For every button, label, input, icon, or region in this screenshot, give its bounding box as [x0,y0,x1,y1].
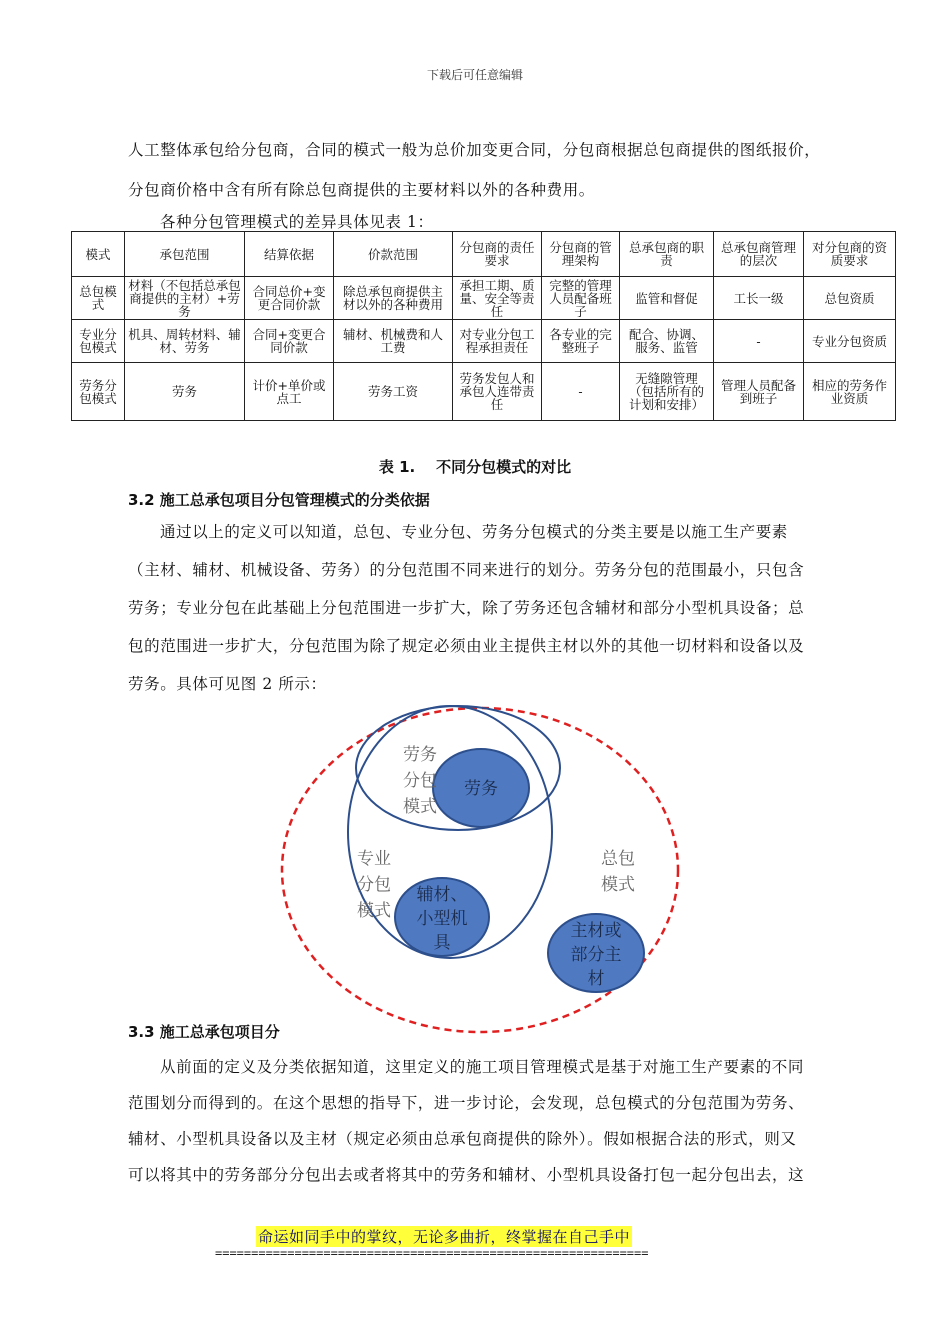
specialty-mode-label: 分包 [357,875,391,895]
specialty-mode-label: 专业 [357,849,391,869]
table-header-cell: 模式 [72,232,125,277]
table-cell: 除总承包商提供主材以外的各种费用 [334,277,453,320]
table-cell: 机具、周转材料、辅材、劳务 [125,320,245,363]
table-header-cell: 承包范围 [125,232,245,277]
page-header: 下载后可任意编辑 [426,68,523,82]
main-material-label: 部分主 [570,945,622,965]
table-cell: - [542,363,620,421]
section-3-3-title: 3.3 施工总承包项目分 [128,1023,280,1041]
general-mode-label: 模式 [601,875,635,895]
table-cell: 总包资质 [804,277,896,320]
section-3-3-line: 范围划分而得到的。在这个思想的指导下，进一步讨论，会发现，总包模式的分包范围为劳务、 [128,1094,805,1112]
table-header-cell: 总承包商管理的层次 [714,232,804,277]
table-header-cell: 分包商的管理架构 [542,232,620,277]
aux-label: 小型机 [416,909,468,929]
aux-label: 具 [433,933,451,953]
section-3-2-line: 劳务；专业分包在此基础上分包范围进一步扩大，除了劳务还包含辅材和部分小型机具设备；总 [128,599,805,617]
footer-rule: ============================================================ [215,1246,649,1260]
subcontract-scope-diagram [270,700,690,1040]
labor-mode-label: 劳务 [403,745,437,765]
intro-paragraph [128,138,848,218]
table-cell: 专业分包模式 [72,320,125,363]
table-row [72,277,896,320]
table-cell: 劳务发包人和承包人连带责任 [453,363,542,421]
labor-mode-label: 分包 [403,771,437,791]
table-caption [0,456,950,477]
table-intro-text: 各种分包管理模式的差异具体见表 1： [160,213,434,231]
caption-title: 不同分包模式的对比 [436,458,572,476]
table-header-row [72,232,896,277]
table-cell: - [714,320,804,363]
table-cell: 辅材、机械费和人工费 [334,320,453,363]
table-header-cell: 结算依据 [245,232,334,277]
section-3-2-title: 3.2 施工总承包项目分包管理模式的分类依据 [128,491,430,509]
table-cell: 材料（不包括总承包商提供的主材）+劳务 [125,277,245,320]
section-3-2-line: 通过以上的定义可以知道，总包、专业分包、劳务分包模式的分类主要是以施工生产要素 [160,523,788,541]
table-row [72,320,896,363]
labor-mode-label: 模式 [403,797,437,817]
aux-label: 辅材、 [416,885,468,905]
intro-line-2: 分包商价格中含有所有除总包商提供的主要材料以外的各种费用。 [128,181,595,199]
table-cell: 合同+变更合同价款 [245,320,334,363]
table-cell: 专业分包资质 [804,320,896,363]
intro-line-1: 人工整体承包给分包商，合同的模式一般为总价加变更合同，分包商根据总包商提供的图纸报价， [128,141,821,159]
table-cell: 无缝隙管理（包括所有的计划和安排） [620,363,714,421]
table-cell: 对专业分包工程承担责任 [453,320,542,363]
table-row [72,363,896,421]
table-header-cell: 分包商的责任要求 [453,232,542,277]
table-header-cell: 价款范围 [334,232,453,277]
table-cell: 劳务分包模式 [72,363,125,421]
table-cell: 总包模式 [72,277,125,320]
table-cell: 管理人员配备到班子 [714,363,804,421]
general-mode-label: 总包 [601,849,635,869]
table-cell: 完整的管理人员配备班子 [542,277,620,320]
table-cell: 相应的劳务作业资质 [804,363,896,421]
table-cell: 配合、协调、服务、监管 [620,320,714,363]
section-3-3-line: 可以将其中的劳务部分分包出去或者将其中的劳务和辅材、小型机具设备打包一起分包出去，这 [128,1166,805,1184]
comparison-table [71,231,896,421]
table-header-cell: 对分包商的资质要求 [804,232,896,277]
table-cell: 劳务工资 [334,363,453,421]
footer-motto: 命运如同手中的掌纹，无论多曲折，终掌握在自己手中 [258,1228,631,1246]
caption-number: 表 1. [378,458,416,476]
labor-label: 劳务 [464,779,498,799]
section-3-2-body [128,520,848,700]
table-cell: 劳务 [125,363,245,421]
table-cell: 各专业的完整班子 [542,320,620,363]
section-3-2-line: （主材、辅材、机械设备、劳务）的分包范围不同来进行的划分。劳务分包的范围最小，只包含 [128,561,805,579]
main-material-label: 主材或 [570,921,622,941]
specialty-mode-label: 模式 [357,901,391,921]
section-3-3-body [128,1055,848,1205]
main-material-label: 材 [587,969,605,989]
section-3-3-line: 从前面的定义及分类依据知道，这里定义的施工项目管理模式是基于对施工生产要素的不同 [160,1058,805,1076]
table-header-cell: 总承包商的职责 [620,232,714,277]
section-3-2-line: 劳务。具体可见图 2 所示： [128,675,327,693]
table-cell: 工长一级 [714,277,804,320]
table-cell: 监管和督促 [620,277,714,320]
section-3-3-line: 辅材、小型机具设备以及主材（规定必须由总承包商提供的除外）。假如根据合法的形式，则又 [128,1130,797,1148]
table-cell: 计价+单价或点工 [245,363,334,421]
section-3-2-line: 包的范围进一步扩大，分包范围为除了规定必须由业主提供主材以外的其他一切材料和设备以及 [128,637,805,655]
table-cell: 合同总价+变更合同价款 [245,277,334,320]
table-cell: 承担工期、质量、安全等责任 [453,277,542,320]
